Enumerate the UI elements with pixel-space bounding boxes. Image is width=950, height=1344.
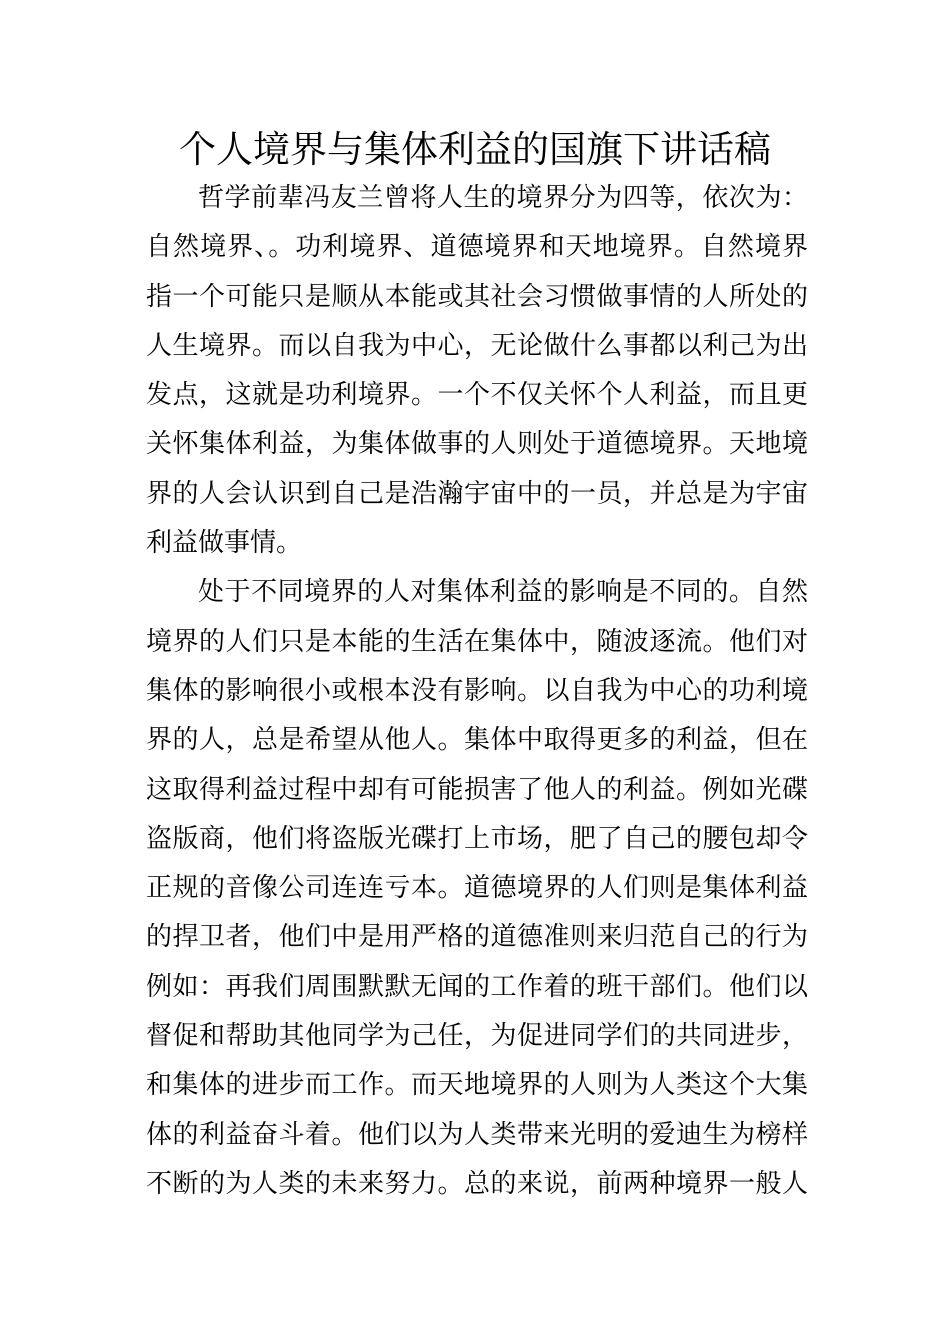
text-line: 不断的为人类的未来努力。总的来说，前两种境界一般人 [146,1168,808,1199]
text-line: 这取得利益过程中却有可能损害了他人的利益。例如光碟 [146,774,808,805]
text-line: 例如：再我们周围默默无闻的工作着的班干部们。他们以 [146,971,808,1002]
text-line: 哲学前辈冯友兰曾将人生的境界分为四等，依次为： [198,183,808,213]
paragraph-1 [146,174,808,568]
text-line: 督促和帮助其他同学为己任，为促进同学们的共同进步， [146,1021,808,1052]
text-line: 人生境界。而以自我为中心，无论做什么事都以利己为出 [146,330,808,361]
text-line: 界的人会认识到自己是浩瀚宇宙中的一员，并总是为宇宙 [146,478,808,509]
text-line: 利益做事情。 [146,528,303,559]
text-line: 自然境界、。功利境界、道德境界和天地境界。自然境界 [146,232,808,263]
text-line: 的捍卫者，他们中是用严格的道德准则来归范自己的行为 [146,922,808,953]
text-line: 和集体的进步而工作。而天地境界的人则为人类这个大集 [146,1070,808,1101]
text-line: 正规的音像公司连连亏本。道德境界的人们则是集体利益 [146,873,808,904]
text-line: 集体的影响很小或根本没有影响。以自我为中心的功利境 [146,675,808,706]
text-line: 处于不同境界的人对集体利益的影响是不同的。自然 [198,577,808,608]
paragraph-2 [146,568,808,1209]
text-line: 界的人，总是希望从他人。集体中取得更多的利益，但在 [146,725,808,756]
text-line: 体的利益奋斗着。他们以为人类带来光明的爱迪生为榜样 [146,1119,808,1150]
text-line: 关怀集体利益，为集体做事的人则处于道德境界。天地境 [146,429,808,460]
text-line: 发点，这就是功利境界。一个不仅关怀个人利益，而且更 [146,380,808,411]
text-line: 指一个可能只是顺从本能或其社会习惯做事情的人所处的 [146,281,808,312]
document-body [146,174,808,1209]
text-line: 境界的人们只是本能的生活在集体中，随波逐流。他们对 [146,626,808,657]
text-line: 盗版商，他们将盗版光碟打上市场，肥了自己的腰包却令 [146,823,808,854]
document-title: 个人境界与集体利益的国旗下讲话稿 [179,128,771,171]
